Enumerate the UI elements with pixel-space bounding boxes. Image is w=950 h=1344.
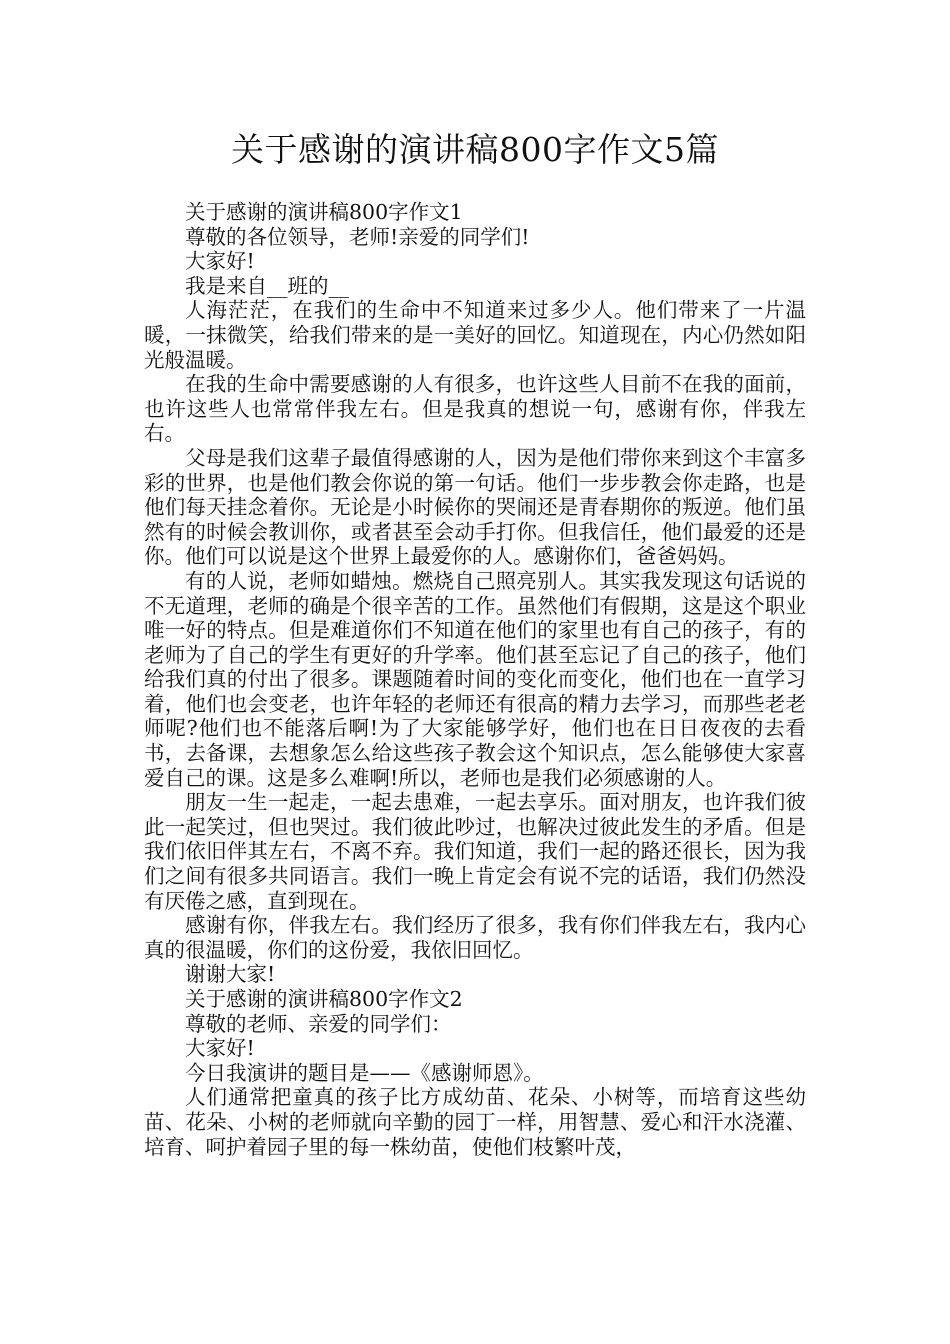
paragraph-closing: 谢谢大家! [185, 962, 276, 987]
paragraph-self-introduction: 我是来自__班的__ [185, 273, 349, 298]
paragraph-greeting: 大家好! [185, 1036, 255, 1061]
paragraph-greeting: 大家好! [185, 249, 255, 274]
paragraph-body: 人们通常把童真的孩子比方成幼苗、花朵、小树等，而培育这些幼苗、花朵、小树的老师就向辛勤的园丁一样，用智慧、爱心和汗水浇灌、培育、呵护着园子里的每一株幼苗，使他们枝繁叶茂， [144, 1085, 806, 1159]
paragraph-body: 感谢有你，伴我左右。我们经历了很多，我有你们伴我左右，我内心真的很温暖，你们的这份爱，我依旧回忆。 [144, 913, 806, 962]
paragraph-topic: 今日我演讲的题目是——《感谢师恩》。 [185, 1060, 544, 1085]
document-body [144, 200, 806, 1159]
paragraph-body: 在我的生命中需要感谢的人有很多，也许这些人目前不在我的面前，也许这些人也常常伴我左右。但是我真的想说一句，感谢有你，伴我左右。 [144, 372, 806, 446]
paragraph-body: 人海茫茫，在我们的生命中不知道来过多少人。他们带来了一片温暖，一抹微笑，给我们带来的是一美好的回忆。知道现在，内心仍然如阳光般温暖。 [144, 298, 806, 372]
paragraph-salutation: 尊敬的各位领导，老师!亲爱的同学们! [185, 224, 530, 249]
paragraph-essay-2-heading: 关于感谢的演讲稿800字作文2 [185, 987, 463, 1011]
paragraph-body: 父母是我们这辈子最值得感谢的人，因为是他们带你来到这个丰富多彩的世界，也是他们教会你说的第一句话。他们一步步教会你走路，也是他们每天挂念着你。无论是小时候你的哭闹还是青春期你的叛逆。他们虽然有的时候会教训你，或者甚至会动手打你。但我信任，他们最爱的还是你。他们可以说是这个世界上最爱你的人。感谢你们，爸爸妈妈。 [144, 445, 806, 569]
paragraph-body: 有的人说，老师如蜡烛。燃烧自己照亮别人。其实我发现这句话说的不无道理，老师的确是个很辛苦的工作。虽然他们有假期，这是这个职业唯一好的特点。但是难道你们不知道在他们的家里也有自己的孩子，有的老师为了自己的学生有更好的升学率。他们甚至忘记了自己的孩子，他们给我们真的付出了很多。课题随着时间的变化而变化，他们也在一直学习着，他们也会变老，也许年轻的老师还有很高的精力去学习，而那些老老师呢?他们也不能落后啊!为了大家能够学好，他们也在日日夜夜的去看书，去备课，去想象怎么给这些孩子教会这个知识点，怎么能够使大家喜爱自己的课。这是多么难啊!所以，老师也是我们必须感谢的人。 [144, 568, 806, 790]
paragraph-salutation: 尊敬的老师、亲爱的同学们： [185, 1011, 452, 1036]
paragraph-essay-1-heading: 关于感谢的演讲稿800字作文1 [185, 200, 463, 224]
paragraph-body: 朋友一生一起走，一起去患难，一起去享乐。面对朋友，也许我们彼此一起笑过，但也哭过。我们彼此吵过，也解决过彼此发生的矛盾。但是我们依旧伴其左右，不离不弃。我们知道，我们一起的路还很长，因为我们之间有很多共同语言。我们一晚上肯定会有说不完的话语，我们仍然没有厌倦之感，直到现在。 [144, 790, 806, 913]
document-title: 关于感谢的演讲稿800字作文5篇 [231, 130, 719, 169]
